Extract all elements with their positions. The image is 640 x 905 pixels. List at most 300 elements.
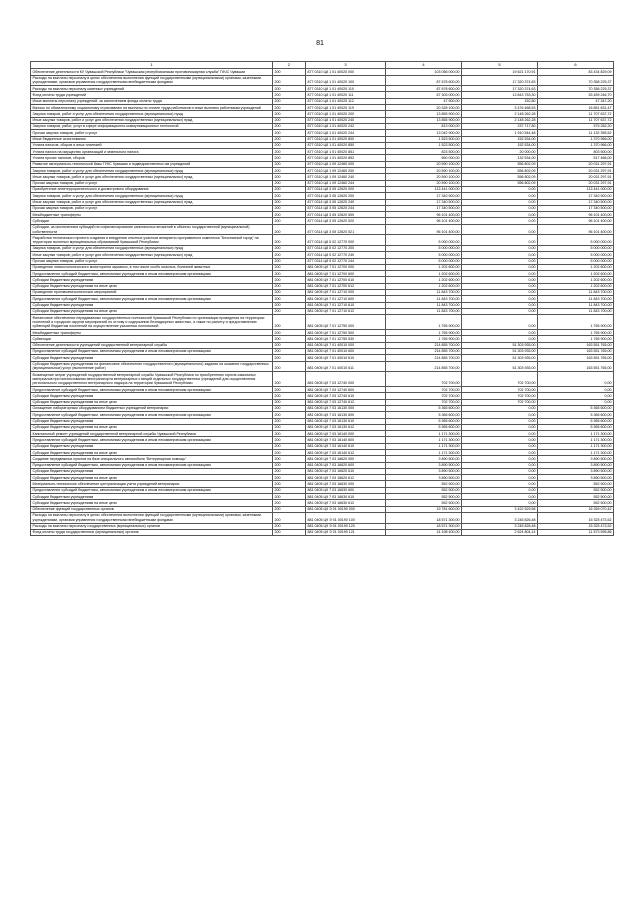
row-approved-amount: 1 171 300,00 xyxy=(386,437,462,443)
row-name: Проведение противоэпизоотических мероприятий xyxy=(31,289,273,295)
row-approved-amount: 5 000 000,00 xyxy=(386,245,462,251)
row-approved-amount: 20 590 100,00 xyxy=(386,168,462,174)
row-approved-amount: 20 328 100,00 xyxy=(386,105,462,111)
row-unexecuted-amount: 0,00 xyxy=(538,399,614,405)
row-budget-code: 881 0405 Ц9 7 03 16620 600 xyxy=(306,462,386,468)
row-approved-amount: 20 590 100,00 xyxy=(386,174,462,180)
row-executed-amount: 0,00 xyxy=(462,258,538,264)
row-budget-code: 877 0314 Ц8 3 05 12620 500 xyxy=(306,212,386,218)
table-row xyxy=(31,75,614,86)
row-budget-code: 881 0405 Ц9 7 01 12710 610 xyxy=(306,302,386,308)
row-budget-code: 881 0405 Ц9 7 03 16130 600 xyxy=(306,412,386,418)
column-number: 4 xyxy=(386,62,462,69)
row-name: Расходы на выплаты персоналу в целях обеспечения выполнения функций государственными (муниципальными) органами, казенными учреждениями, органами управления государственными внебюджетными фондами xyxy=(31,75,273,86)
row-line-code: 200 xyxy=(273,399,306,405)
row-executed-amount: 17 320 374,63 xyxy=(462,75,538,86)
row-budget-code: 877 0310 Ц8 1 01 40020 112 xyxy=(306,98,386,104)
row-line-code: 200 xyxy=(273,224,306,235)
row-budget-code: 877 0314 Ц8 5 02 12770 000 xyxy=(306,235,386,246)
row-unexecuted-amount: 11 843 700,00 xyxy=(538,302,614,308)
row-budget-code: 881 0405 Ц9 7 01 12700 612 xyxy=(306,283,386,289)
table-row xyxy=(31,529,614,535)
row-unexecuted-amount: 1 202 600,00 xyxy=(538,283,614,289)
row-line-code: 200 xyxy=(273,283,306,289)
row-budget-code: 877 0314 Ц8 5 02 12770 200 xyxy=(306,245,386,251)
row-approved-amount: 18 571 300,00 xyxy=(386,523,462,529)
row-executed-amount: 0,00 xyxy=(462,450,538,456)
row-approved-amount: 103 056 000,00 xyxy=(386,69,462,75)
row-budget-code: 877 0310 Ц8 1 01 40020 200 xyxy=(306,111,386,117)
row-executed-amount: 0,00 xyxy=(462,336,538,342)
row-unexecuted-amount: 3 890 500,00 xyxy=(538,462,614,468)
row-budget-code: 881 0405 Ц9 7 03 16140 612 xyxy=(306,450,386,456)
row-executed-amount: 0,00 xyxy=(462,315,538,330)
row-unexecuted-amount: 5 000 000,00 xyxy=(538,245,614,251)
row-approved-amount: 552 500,00 xyxy=(386,481,462,487)
row-executed-amount: 152 534,00 xyxy=(462,142,538,148)
row-executed-amount: 0,00 xyxy=(462,212,538,218)
row-line-code: 200 xyxy=(273,506,306,512)
row-budget-code: 877 0310 Ц8 1 09 12460 240 xyxy=(306,174,386,180)
row-executed-amount: 0,00 xyxy=(462,245,538,251)
row-line-code: 200 xyxy=(273,456,306,462)
row-approved-amount: 3 890 500,00 xyxy=(386,456,462,462)
row-name: Фонд оплаты труда государственных (муниципальных) органов xyxy=(31,529,273,535)
row-name: Разработка технического проекта создания и внедрения опытных участков аппаратно-программного комплекса "Безопасный город" на территории пилотных муниципальных образований Чувашской Республики xyxy=(31,235,273,246)
row-executed-amount: 0,00 xyxy=(462,437,538,443)
row-budget-code: 881 0405 Ц9 7 03 16630 612 xyxy=(306,500,386,506)
row-approved-amount: 1 202 600,00 xyxy=(386,283,462,289)
row-executed-amount: 0,00 xyxy=(462,456,538,462)
row-unexecuted-amount: 96 101 400,00 xyxy=(538,224,614,235)
row-unexecuted-amount: 3 890 500,00 xyxy=(538,475,614,481)
row-name: Субсидии бюджетным учреждениям на иные цели xyxy=(31,424,273,430)
row-line-code: 200 xyxy=(273,494,306,500)
row-line-code: 200 xyxy=(273,142,306,148)
row-unexecuted-amount: 96 101 400,00 xyxy=(538,212,614,218)
row-unexecuted-amount: 575 282,20 xyxy=(538,123,614,129)
row-executed-amount: 702 700,00 xyxy=(462,372,538,387)
row-approved-amount: 1 765 900,00 xyxy=(386,330,462,336)
row-approved-amount: 13 855 900,00 xyxy=(386,117,462,123)
row-budget-code: 881 0405 Ц9 7 03 16130 612 xyxy=(306,424,386,430)
row-executed-amount: 0,00 xyxy=(462,500,538,506)
row-name: Субсидии бюджетным учреждениям xyxy=(31,494,273,500)
row-name: Предоставление субсидий бюджетным, автономным учреждениям и иным некоммерческим организациям xyxy=(31,412,273,418)
row-unexecuted-amount: 1 171 300,00 xyxy=(538,450,614,456)
row-line-code: 200 xyxy=(273,193,306,199)
row-name: Уплата налогов, сборов и иных платежей xyxy=(31,142,273,148)
row-line-code: 200 xyxy=(273,271,306,277)
row-unexecuted-amount: 803 500,00 xyxy=(538,149,614,155)
row-budget-code: 881 0405 Ц9 Э 01 00190 100 xyxy=(306,512,386,523)
row-executed-amount: 0,00 xyxy=(462,283,538,289)
row-unexecuted-amount: 163 551 765,00 xyxy=(538,342,614,348)
row-approved-amount: 17 340 500,00 xyxy=(386,199,462,205)
row-name: Закупка товаров, работ, услуг в сфере информационно-коммуникационных технологий xyxy=(31,123,273,129)
row-approved-amount: 552 500,00 xyxy=(386,500,462,506)
column-number: 2 xyxy=(273,62,306,69)
row-line-code: 200 xyxy=(273,136,306,142)
row-budget-code: 881 0405 Ц9 7 01 12750 530 xyxy=(306,336,386,342)
row-executed-amount: 132 534,00 xyxy=(462,155,538,161)
row-line-code: 200 xyxy=(273,315,306,330)
row-budget-code: 881 0405 Ц9 7 03 16130 000 xyxy=(306,405,386,411)
row-executed-amount: 556 802,09 xyxy=(462,174,538,180)
table-row xyxy=(31,315,614,330)
row-approved-amount: 96 101 400,00 xyxy=(386,212,462,218)
row-executed-amount: 702 700,00 xyxy=(462,399,538,405)
row-budget-code: 881 0405 Ц9 7 01 12700 610 xyxy=(306,277,386,283)
row-executed-amount: 51 303 935,00 xyxy=(462,361,538,372)
row-budget-code: 881 0405 Ц9 7 01 12710 612 xyxy=(306,308,386,314)
row-line-code: 200 xyxy=(273,330,306,336)
row-approved-amount: 96 101 400,00 xyxy=(386,218,462,224)
row-name: Иные закупки товаров, работ и услуг для обеспечения государственных (муниципальных) нужд xyxy=(31,199,273,205)
row-line-code: 200 xyxy=(273,235,306,246)
row-name: Прочая закупка товаров, работ и услуг xyxy=(31,130,273,136)
row-executed-amount: 20 000,00 xyxy=(462,149,538,155)
row-unexecuted-amount: 1 202 600,00 xyxy=(538,271,614,277)
row-approved-amount: 214 855 700,00 xyxy=(386,361,462,372)
row-executed-amount: 0,00 xyxy=(462,271,538,277)
row-unexecuted-amount: 1 765 900,00 xyxy=(538,336,614,342)
row-approved-amount: 214 855 700,00 xyxy=(386,355,462,361)
row-budget-code: 881 0405 Ц9 7 01 12700 000 xyxy=(306,264,386,270)
row-line-code: 200 xyxy=(273,437,306,443)
row-budget-code: 877 0314 Ц8 5 02 12770 240 xyxy=(306,252,386,258)
row-executed-amount: 0,00 xyxy=(462,462,538,468)
row-approved-amount: 214 855 700,00 xyxy=(386,348,462,354)
row-line-code: 200 xyxy=(273,475,306,481)
row-unexecuted-amount: 1 171 300,00 xyxy=(538,443,614,449)
row-name: Прочая закупка товаров, работ и услуг xyxy=(31,258,273,264)
row-name: Субсидии бюджетным учреждениям на финансовое обеспечение государственного (муниципального) задания на оказание государственных (муниципальных) услуг (выполнение работ) xyxy=(31,361,273,372)
row-line-code: 200 xyxy=(273,512,306,523)
row-approved-amount: 5 365 600,00 xyxy=(386,412,462,418)
row-budget-code: 881 0405 Ц9 7 03 12740 610 xyxy=(306,393,386,399)
row-line-code: 200 xyxy=(273,387,306,393)
row-budget-code: 877 0310 Ц8 1 01 40020 800 xyxy=(306,136,386,142)
row-executed-amount: 0,00 xyxy=(462,405,538,411)
row-name: Развитие материально-технической базы ГУКС Чувашии и подведомственных им учреждений xyxy=(31,161,273,167)
row-approved-amount: 1 202 600,00 xyxy=(386,271,462,277)
row-name: Финансовое обеспечение передаваемых государственных полномочий Чувашской Республики по организации проведения на территории поселений и городских округов мероприятий по отлову и содержанию безнадзорных животных, а также по расчету и предоставлению субвенций бюджетам поселений на осуществление указанных полномочий xyxy=(31,315,273,330)
row-executed-amount: 0,00 xyxy=(462,277,538,283)
row-unexecuted-amount: 11 132 355,52 xyxy=(538,130,614,136)
row-line-code: 200 xyxy=(273,487,306,493)
table-header-row xyxy=(31,62,614,69)
row-unexecuted-amount: 517 466,00 xyxy=(538,155,614,161)
row-unexecuted-amount: 113 441 000,00 xyxy=(538,186,614,192)
row-name: Предоставление субсидий бюджетным, автономным учреждениям и иным некоммерческим организациям xyxy=(31,387,273,393)
row-executed-amount: 0,00 xyxy=(462,252,538,258)
row-approved-amount: 5 365 600,00 xyxy=(386,405,462,411)
row-line-code: 200 xyxy=(273,500,306,506)
row-name: Материально-техническое обеспечение централизации учета учреждений ветеринарии xyxy=(31,481,273,487)
row-approved-amount: 552 500,00 xyxy=(386,487,462,493)
row-name: Обеспечение деятельности КУ Чувашской Республики "Чувашская республиканская противопожарная служба" ГКЧС Чувашии xyxy=(31,69,273,75)
row-line-code: 200 xyxy=(273,92,306,98)
row-approved-amount: 702 700,00 xyxy=(386,372,462,387)
row-executed-amount: 0,00 xyxy=(462,468,538,474)
row-unexecuted-amount: 5 000 000,00 xyxy=(538,235,614,246)
row-approved-amount: 823 500,00 xyxy=(386,149,462,155)
row-line-code: 200 xyxy=(273,155,306,161)
row-unexecuted-amount: 20 031 297,91 xyxy=(538,180,614,186)
row-approved-amount: 702 700,00 xyxy=(386,393,462,399)
row-name: Прочая закупка товаров, работ и услуг xyxy=(31,180,273,186)
row-executed-amount: 3 476 468,53 xyxy=(462,105,538,111)
row-name: Иные закупки товаров, работ и услуг для обеспечения государственных (муниципальных) нужд xyxy=(31,117,273,123)
row-budget-code: 877 0310 Ц8 1 01 40020 244 xyxy=(306,130,386,136)
row-executed-amount: 19 621 170,91 xyxy=(462,69,538,75)
row-approved-amount: 1 171 300,00 xyxy=(386,450,462,456)
row-executed-amount: 3 245 826,48 xyxy=(462,523,538,529)
row-approved-amount: 17 340 500,00 xyxy=(386,205,462,211)
row-unexecuted-amount: 20 031 297,91 xyxy=(538,168,614,174)
row-budget-code: 881 0405 Ц9 7 01 40010 611 xyxy=(306,361,386,372)
row-approved-amount: 47 500,00 xyxy=(386,98,462,104)
row-unexecuted-amount: 11 843 700,00 xyxy=(538,289,614,295)
row-executed-amount: 0,00 xyxy=(462,431,538,437)
row-name: Закупка товаров, работ и услуг для обеспечения государственных (муниципальных) нужд xyxy=(31,168,273,174)
row-unexecuted-amount: 3 890 500,00 xyxy=(538,456,614,462)
row-executed-amount: 0,00 xyxy=(462,193,538,199)
row-line-code: 200 xyxy=(273,186,306,192)
row-executed-amount: 556 802,09 xyxy=(462,168,538,174)
row-name: Субсидии бюджетным учреждениям xyxy=(31,418,273,424)
row-budget-code: 877 0310 Ц8 1 01 40020 119 xyxy=(306,105,386,111)
row-name: Иные выплаты персоналу учреждений, за исключением фонда оплаты труда xyxy=(31,98,273,104)
row-approved-amount: 67 303 000,00 xyxy=(386,92,462,98)
row-unexecuted-amount: 552 500,00 xyxy=(538,487,614,493)
row-name: Субсидии бюджетным учреждениям xyxy=(31,393,273,399)
row-unexecuted-amount: 83 434 829,09 xyxy=(538,69,614,75)
row-name: Иные бюджетные ассигнования xyxy=(31,136,273,142)
row-executed-amount: 3 422 529,58 xyxy=(462,506,538,512)
row-name: Субсидии бюджетным учреждениям на иные цели xyxy=(31,399,273,405)
row-unexecuted-amount: 1 171 300,00 xyxy=(538,437,614,443)
row-executed-amount: 51 303 935,00 xyxy=(462,348,538,354)
row-line-code: 200 xyxy=(273,405,306,411)
row-line-code: 200 xyxy=(273,523,306,529)
row-name: Субсидии xyxy=(31,218,273,224)
row-executed-amount: 0,00 xyxy=(462,235,538,246)
row-budget-code: 877 0314 Ц8 3 05 12620 240 xyxy=(306,199,386,205)
row-approved-amount: 96 101 400,00 xyxy=(386,224,462,235)
row-budget-code: 877 0310 Ц8 1 01 40020 850 xyxy=(306,142,386,148)
row-line-code: 200 xyxy=(273,481,306,487)
row-unexecuted-amount: 70 358 225,37 xyxy=(538,86,614,92)
row-line-code: 200 xyxy=(273,336,306,342)
row-budget-code: 877 0310 Ц8 1 01 40020 110 xyxy=(306,86,386,92)
row-unexecuted-amount: 15 325 473,52 xyxy=(538,523,614,529)
row-approved-amount: 11 843 700,00 xyxy=(386,308,462,314)
row-executed-amount: 0,00 xyxy=(462,308,538,314)
column-number: 1 xyxy=(31,62,273,69)
row-name: Прочая закупка товаров, работ и услуг xyxy=(31,205,273,211)
row-executed-amount: 0,00 xyxy=(462,205,538,211)
row-line-code: 200 xyxy=(273,149,306,155)
row-budget-code: 877 0314 Ц8 5 02 12770 244 xyxy=(306,258,386,264)
row-unexecuted-amount: 0,00 xyxy=(538,393,614,399)
row-budget-code: 881 0405 Ц9 7 03 16620 000 xyxy=(306,456,386,462)
row-approved-amount: 702 700,00 xyxy=(386,387,462,393)
row-name: Предоставление субсидий бюджетным, автономным учреждениям и иным некоммерческим организациям xyxy=(31,437,273,443)
row-line-code: 200 xyxy=(273,161,306,167)
row-line-code: 200 xyxy=(273,342,306,348)
row-executed-amount: 51 303 935,00 xyxy=(462,342,538,348)
row-line-code: 200 xyxy=(273,361,306,372)
row-line-code: 200 xyxy=(273,111,306,117)
row-budget-code: 881 0405 Ц9 7 01 12710 000 xyxy=(306,289,386,295)
row-budget-code: 881 0405 Ц9 7 01 12750 000 xyxy=(306,315,386,330)
row-name: Иные закупки товаров, работ и услуг для обеспечения государственных (муниципальных) нужд xyxy=(31,252,273,258)
row-unexecuted-amount: 15 325 473,52 xyxy=(538,512,614,523)
row-budget-code: 877 0310 Ц8 1 01 40020 242 xyxy=(306,123,386,129)
row-unexecuted-amount: 1 765 900,00 xyxy=(538,330,614,336)
row-budget-code: 881 0405 Ц9 7 03 12740 600 xyxy=(306,387,386,393)
row-line-code: 200 xyxy=(273,289,306,295)
row-unexecuted-amount: 5 365 600,00 xyxy=(538,412,614,418)
row-budget-code: 877 0314 Ц8 3 05 12620 000 xyxy=(306,186,386,192)
row-executed-amount: 0,00 xyxy=(462,330,538,336)
row-unexecuted-amount: 47 347,20 xyxy=(538,98,614,104)
row-name: Субсидии бюджетным учреждениям xyxy=(31,277,273,283)
row-unexecuted-amount: 5 365 600,00 xyxy=(538,424,614,430)
row-name: Предоставление субсидий бюджетным, автономным учреждениям и иным некоммерческим организациям xyxy=(31,296,273,302)
row-line-code: 200 xyxy=(273,180,306,186)
row-line-code: 200 xyxy=(273,308,306,314)
row-approved-amount: 1 202 600,00 xyxy=(386,277,462,283)
row-name: Обеспечение деятельности учреждений государственной ветеринарной службы xyxy=(31,342,273,348)
row-name: Оснащение лабораторным оборудованием бюджетных учреждений ветеринарии xyxy=(31,405,273,411)
row-executed-amount: 0,00 xyxy=(462,424,538,430)
row-executed-amount: 3 245 826,48 xyxy=(462,512,538,523)
row-approved-amount: 702 700,00 xyxy=(386,399,462,405)
row-line-code: 200 xyxy=(273,355,306,361)
row-budget-code: 877 0314 Ц8 3 05 12620 244 xyxy=(306,205,386,211)
row-name: Приобретение антитеррористического и досмотрового оборудования xyxy=(31,186,273,192)
row-executed-amount: 702 700,00 xyxy=(462,387,538,393)
row-budget-code: 877 0310 Ц8 1 01 40020 851 xyxy=(306,149,386,155)
row-name: Фонд оплаты труда учреждений xyxy=(31,92,273,98)
row-approved-amount: 19 781 600,00 xyxy=(386,506,462,512)
row-approved-amount: 1 523 500,00 xyxy=(386,142,462,148)
row-name: Межбюджетные трансферты xyxy=(31,212,273,218)
row-unexecuted-amount: 552 500,00 xyxy=(538,500,614,506)
row-executed-amount: 1 910 544,48 xyxy=(462,130,538,136)
row-line-code: 200 xyxy=(273,372,306,387)
row-budget-code: 881 0405 Ц9 7 03 16620 610 xyxy=(306,468,386,474)
row-approved-amount: 650 000,00 xyxy=(386,155,462,161)
row-budget-code: 881 0405 Ц9 7 03 16630 600 xyxy=(306,487,386,493)
row-approved-amount: 18 571 300,00 xyxy=(386,512,462,523)
row-executed-amount: 2 148 262,28 xyxy=(462,111,538,117)
row-unexecuted-amount: 53 459 246,70 xyxy=(538,92,614,98)
row-unexecuted-amount: 5 365 600,00 xyxy=(538,405,614,411)
row-executed-amount: 13 843 753,30 xyxy=(462,92,538,98)
row-unexecuted-amount: 11 843 700,00 xyxy=(538,296,614,302)
row-line-code: 200 xyxy=(273,393,306,399)
row-line-code: 200 xyxy=(273,418,306,424)
row-executed-amount: 0,00 xyxy=(462,475,538,481)
row-unexecuted-amount: 3 890 500,00 xyxy=(538,468,614,474)
row-name: Межбюджетные трансферты xyxy=(31,330,273,336)
row-budget-code: 881 0405 Ц9 Э 01 00190 000 xyxy=(306,506,386,512)
row-name: Предоставление субсидий бюджетным, автономным учреждениям и иным некоммерческим организациям xyxy=(31,348,273,354)
row-approved-amount: 11 843 700,00 xyxy=(386,302,462,308)
row-line-code: 200 xyxy=(273,199,306,205)
row-line-code: 200 xyxy=(273,98,306,104)
row-name: Предоставление субсидий бюджетным, автономным учреждениям и иным некоммерческим организациям xyxy=(31,487,273,493)
row-line-code: 200 xyxy=(273,86,306,92)
row-unexecuted-amount: 1 370 966,00 xyxy=(538,136,614,142)
row-line-code: 200 xyxy=(273,69,306,75)
table-row xyxy=(31,361,614,372)
row-name: Субсидии бюджетным учреждениям на иные цели xyxy=(31,283,273,289)
row-executed-amount: 2 624 804,14 xyxy=(462,529,538,535)
row-budget-code: 881 0405 Ц9 7 03 16630 000 xyxy=(306,481,386,487)
row-unexecuted-amount: 1 370 966,00 xyxy=(538,142,614,148)
row-unexecuted-amount: 11 707 637,72 xyxy=(538,117,614,123)
row-line-code: 200 xyxy=(273,348,306,354)
row-unexecuted-amount: 163 551 765,00 xyxy=(538,348,614,354)
row-approved-amount: 13 042 900,00 xyxy=(386,130,462,136)
row-budget-code: 881 0405 Ц9 Э 01 00190 121 xyxy=(306,529,386,535)
row-name: Иные закупки товаров, работ и услуг для обеспечения государственных (муниципальных) нужд xyxy=(31,174,273,180)
row-approved-amount: 214 855 700,00 xyxy=(386,342,462,348)
row-budget-code: 881 0405 Ц9 Э 01 00190 120 xyxy=(306,523,386,529)
row-name: Субсидии бюджетным учреждениям xyxy=(31,468,273,474)
row-executed-amount: 2 148 262,28 xyxy=(462,117,538,123)
row-executed-amount: 0,00 xyxy=(462,264,538,270)
row-unexecuted-amount: 20 031 297,91 xyxy=(538,174,614,180)
row-unexecuted-amount: 552 500,00 xyxy=(538,494,614,500)
row-name: Субсидии бюджетным учреждениям на иные цели xyxy=(31,500,273,506)
row-name: Предоставление субсидий бюджетным, автономным учреждениям и иным некоммерческим организациям xyxy=(31,271,273,277)
row-budget-code: 877 0310 Ц8 1 01 40020 111 xyxy=(306,92,386,98)
row-budget-code: 877 0310 Ц8 1 01 40020 000 xyxy=(306,69,386,75)
row-approved-amount: 113 441 000,00 xyxy=(386,186,462,192)
row-line-code: 200 xyxy=(273,218,306,224)
row-executed-amount: 556 802,09 xyxy=(462,180,538,186)
row-line-code: 200 xyxy=(273,277,306,283)
row-unexecuted-amount: 1 202 600,00 xyxy=(538,277,614,283)
row-line-code: 200 xyxy=(273,245,306,251)
row-name: Расходы на выплаты персоналу государственных (муниципальных) органов xyxy=(31,523,273,529)
row-budget-code: 881 0405 Ц9 7 03 16140 610 xyxy=(306,443,386,449)
row-budget-code: 881 0405 Ц9 7 03 12740 612 xyxy=(306,399,386,405)
row-name: Уплата налога на имущество организаций и земельного налога xyxy=(31,149,273,155)
row-approved-amount: 20 590 100,00 xyxy=(386,180,462,186)
row-approved-amount: 1 765 900,00 xyxy=(386,336,462,342)
row-line-code: 200 xyxy=(273,174,306,180)
row-approved-amount: 813 000,00 xyxy=(386,123,462,129)
row-line-code: 200 xyxy=(273,264,306,270)
row-unexecuted-amount: 16 359 070,42 xyxy=(538,506,614,512)
row-name: Предоставление субсидий бюджетным, автономным учреждениям и иным некоммерческим организациям xyxy=(31,462,273,468)
row-unexecuted-amount: 552 500,00 xyxy=(538,481,614,487)
row-unexecuted-amount: 5 365 600,00 xyxy=(538,418,614,424)
row-approved-amount: 87 678 600,00 xyxy=(386,86,462,92)
row-line-code: 200 xyxy=(273,212,306,218)
row-line-code: 200 xyxy=(273,431,306,437)
row-executed-amount: 17 320 374,63 xyxy=(462,86,538,92)
row-executed-amount: 0,00 xyxy=(462,418,538,424)
row-approved-amount: 1 171 300,00 xyxy=(386,443,462,449)
